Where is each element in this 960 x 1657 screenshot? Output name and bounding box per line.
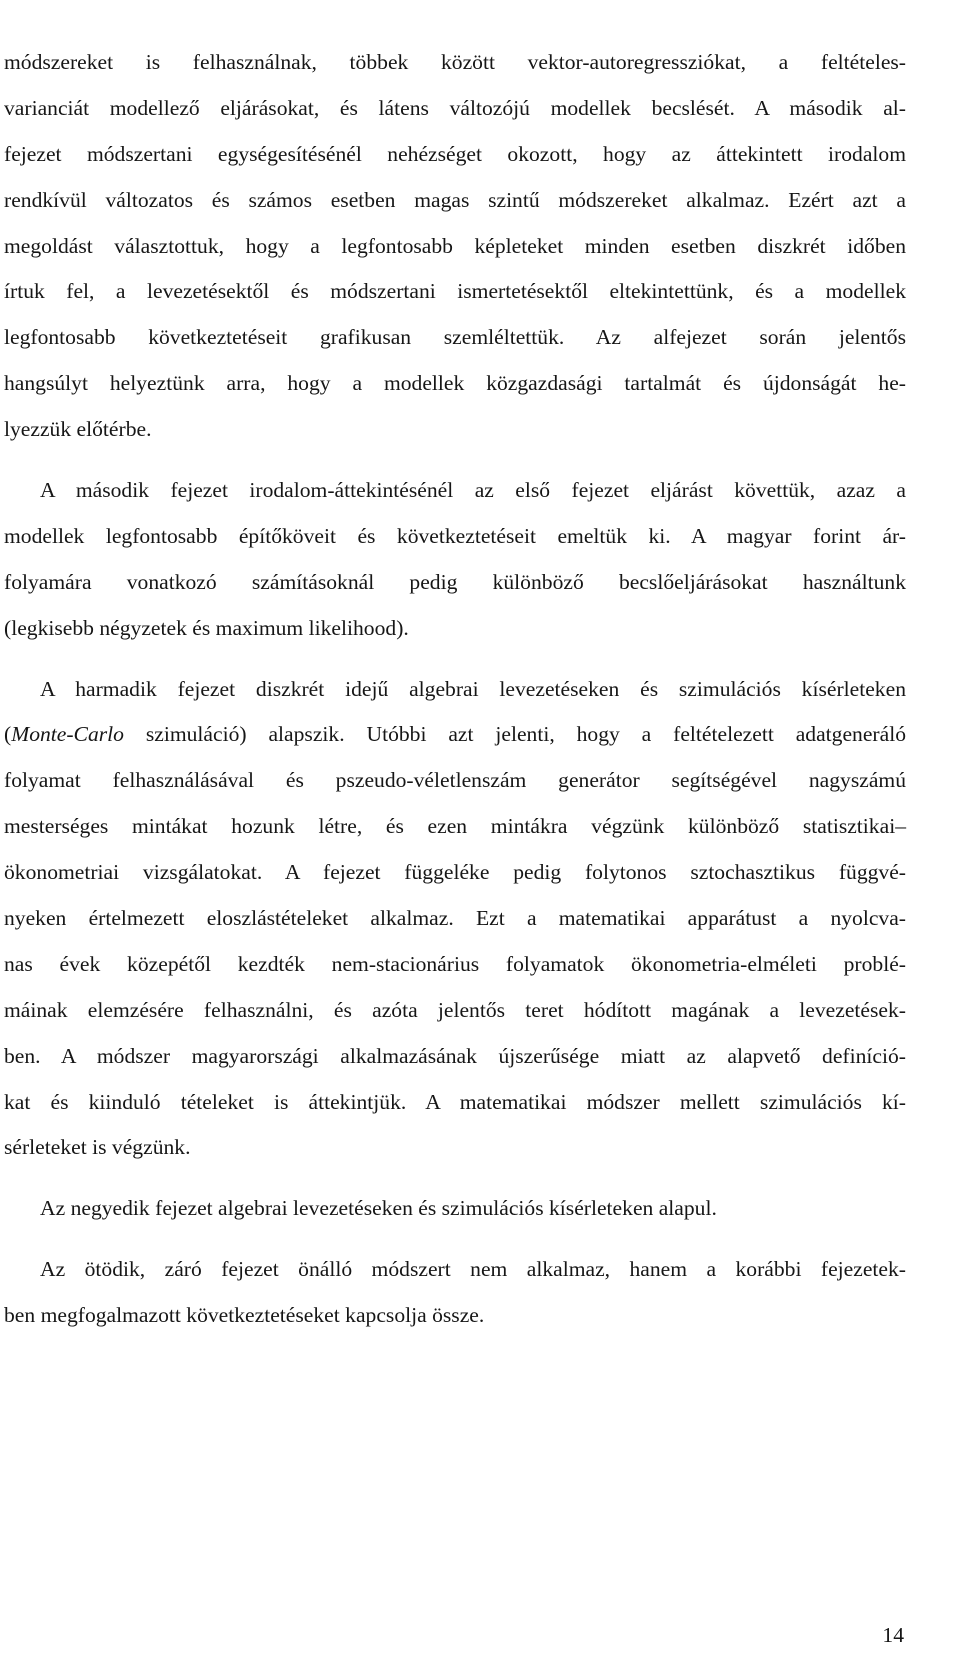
text-line: folyamat felhasználásával és pszeudo-véletlenszám generátor segítségével nagyszámú <box>4 768 906 793</box>
text-line: legfontosabb következtetéseit grafikusan szemléltettük. Az alfejezet során jelentős <box>4 325 906 350</box>
text-line: megoldást választottuk, hogy a legfontosabb képleteket minden esetben diszkrét időben <box>4 233 906 258</box>
text-line: írtuk fel, a levezetésektől és módszertani ismertetésektől eltekintettünk, és a modellek <box>4 279 906 304</box>
text-line: ben megfogalmazott következtetéseket kapcsolja össze. <box>4 1303 485 1328</box>
text-line: (legkisebb négyzetek és maximum likelihood). <box>4 615 409 640</box>
paragraph-1 <box>4 40 906 453</box>
text-line: sérleteket is végzünk. <box>4 1135 191 1160</box>
text-line: nyeken értelmezett eloszlástételeket alkalmaz. Ezt a matematikai apparátust a nyolcva- <box>4 906 906 931</box>
italic-term: Monte-Carlo <box>11 722 124 747</box>
page-number: 14 <box>882 1623 904 1647</box>
text-line: máinak elemzésére felhasználni, és azóta jelentős teret hódított magának a levezetések- <box>4 997 906 1022</box>
text-line-with-italic: (Monte-Carlo szimuláció) alapszik. Utóbbi azt jelenti, hogy a feltételezett adatgeneráló <box>4 722 906 747</box>
text-line: folyamára vonatkozó számításoknál pedig különböző becslőeljárásokat használtunk <box>4 569 906 594</box>
text-line: lyezzük előtérbe. <box>4 417 152 442</box>
paragraph-2 <box>4 468 906 652</box>
text-line: A második fejezet irodalom-áttekintésénél az első fejezet eljárást követtük, azaz a <box>40 478 906 503</box>
paragraph-3 <box>4 667 906 1172</box>
text-line: ben. A módszer magyarországi alkalmazásának újszerűsége miatt az alapvető definíció- <box>4 1043 906 1068</box>
text-line: Az ötödik, záró fejezet önálló módszert nem alkalmaz, hanem a korábbi fejezetek- <box>40 1257 906 1282</box>
text-line: kat és kiinduló tételeket is áttekintjük. A matematikai módszer mellett szimulációs kí- <box>4 1089 906 1114</box>
text-line: nas évek közepétől kezdték nem-stacionárius folyamatok ökonometria-elméleti problé- <box>4 951 906 976</box>
paragraph-4 <box>4 1186 906 1232</box>
text-line: fejezet módszertani egységesítésénél nehézséget okozott, hogy az áttekintett irodalom <box>4 141 906 166</box>
text-line: Az negyedik fejezet algebrai levezetéseken és szimulációs kísérleteken alapul. <box>40 1196 717 1221</box>
text-line: hangsúlyt helyeztünk arra, hogy a modellek közgazdasági tartalmát és újdonságát he- <box>4 371 906 396</box>
text-line: ökonometriai vizsgálatokat. A fejezet függeléke pedig folytonos sztochasztikus függvé- <box>4 860 906 885</box>
text-line: A harmadik fejezet diszkrét idejű algebrai levezetéseken és szimulációs kísérleteken <box>40 676 906 701</box>
text-line: modellek legfontosabb építőköveit és következtetéseit emeltük ki. A magyar forint ár- <box>4 523 906 548</box>
text-span: szimuláció) alapszik. Utóbbi azt jelenti, hogy a feltételezett adatgeneráló <box>123 722 906 747</box>
text-line: módszereket is felhasználnak, többek között vektor-autoregressziókat, a feltételes- <box>4 50 906 74</box>
text-line: varianciát modellező eljárásokat, és látens változójú modellek becslését. A második al- <box>4 95 906 120</box>
text-line: mesterséges mintákat hozunk létre, és ezen mintákra végzünk különböző statisztikai– <box>4 814 906 839</box>
text-line: rendkívül változatos és számos esetben magas szintű módszereket alkalmaz. Ezért azt a <box>4 187 906 212</box>
body-text <box>4 40 906 1339</box>
paragraph-5 <box>4 1247 906 1339</box>
